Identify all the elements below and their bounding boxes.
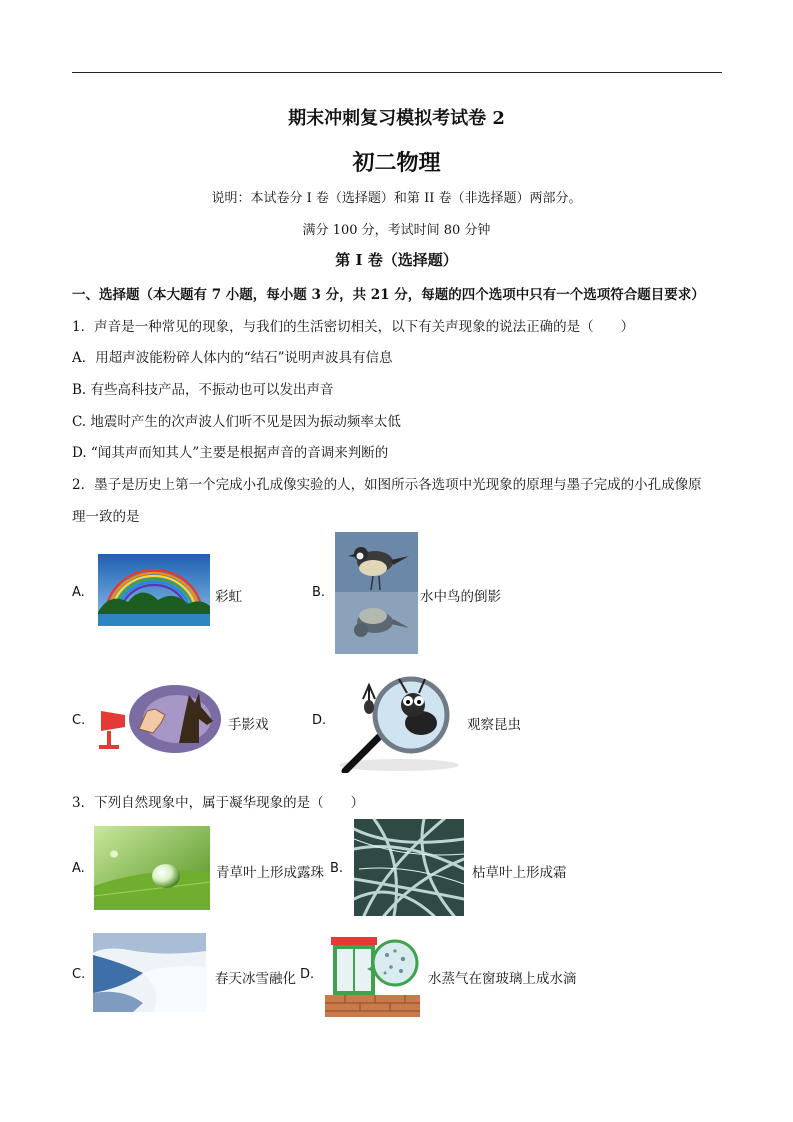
q2-option-d-label[interactable]: D.	[312, 713, 327, 728]
dewdrop-image	[94, 826, 210, 910]
q2-option-b-label[interactable]: B.	[312, 585, 326, 600]
q2-option-a-label[interactable]: A.	[72, 585, 85, 600]
q1-stem: 1．声音是一种常见的现象，与我们的生活密切相关，以下有关声现象的说法正确的是（ ）	[72, 319, 635, 335]
score-time-note: 满分 100 分，考试时间 80 分钟	[302, 223, 491, 238]
q2-option-c-label[interactable]: C.	[72, 713, 86, 728]
exam-title: 期末冲刺复习模拟考试卷 2	[288, 108, 505, 129]
part-heading: 第 I 卷（选择题）	[335, 251, 458, 269]
q2-option-d-caption: 观察昆虫	[467, 717, 521, 733]
q1-option-a[interactable]: A．用超声波能粉碎人体内的“结石”说明声波具有信息	[72, 350, 393, 366]
frost-grass-image	[354, 819, 464, 916]
section-heading: 一、选择题（本大题有 7 小题，每小题 3 分，共 21 分，每题的四个选项中只有一个选项符合题目要求）	[72, 287, 705, 303]
q2-stem-line2: 理一致的是	[72, 509, 140, 525]
q2-option-a-caption: 彩虹	[215, 589, 242, 605]
subject-title: 初二物理	[352, 150, 441, 176]
q3-option-a-label[interactable]: A.	[72, 861, 85, 876]
hand-shadow-image	[95, 683, 222, 755]
q3-option-a-caption: 青草叶上形成露珠	[216, 865, 324, 881]
instruction-note: 说明：本试卷分 I 卷（选择题）和第 II 卷（非选择题）两部分。	[211, 191, 582, 206]
q3-stem: 3．下列自然现象中，属于凝华现象的是（ ）	[72, 795, 365, 811]
q1-option-d[interactable]: D. “闻其声而知其人”主要是根据声音的音调来判断的	[72, 445, 389, 461]
q2-stem-line1: 2．墨子是历史上第一个完成小孔成像实验的人，如图所示各选项中光现象的原理与墨子完成的小孔成像原	[72, 477, 702, 493]
q3-option-d-caption: 水蒸气在窗玻璃上成水滴	[428, 971, 577, 987]
rainbow-image	[98, 554, 210, 626]
q3-option-d-label[interactable]: D.	[300, 967, 315, 982]
magnifier-insect-image	[333, 665, 465, 773]
q1-option-b[interactable]: B. 有些高科技产品，不振动也可以发出声音	[72, 382, 334, 398]
q2-option-c-caption: 手影戏	[228, 717, 269, 733]
header-rule	[72, 72, 722, 73]
q3-option-b-label[interactable]: B.	[330, 861, 344, 876]
bird-reflection-image	[335, 532, 418, 654]
q1-option-c[interactable]: C. 地震时产生的次声波人们听不见是因为振动频率太低	[72, 414, 401, 430]
q3-option-c-label[interactable]: C.	[72, 967, 86, 982]
window-condensation-image	[325, 933, 420, 1017]
melting-snow-image	[93, 933, 206, 1012]
q2-option-b-caption: 水中鸟的倒影	[420, 589, 501, 605]
q3-option-b-caption: 枯草叶上形成霜	[472, 865, 567, 881]
q3-option-c-caption: 春天冰雪融化	[215, 971, 296, 987]
